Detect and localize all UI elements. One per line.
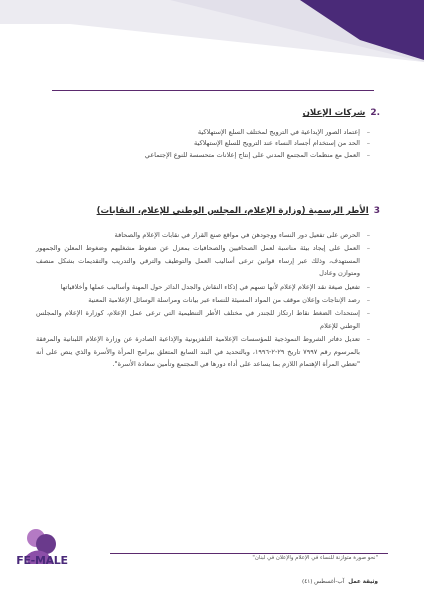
section-heading	[36, 108, 380, 118]
section-advertising-companies	[36, 108, 380, 161]
list-item: – رصد الإنتاجات وإعلان موقف من المواد المسيئة للنساء عبر بيانات ومراسلة الوسائل الإعلامية المعنية	[36, 294, 370, 306]
section-number: 3	[373, 205, 380, 216]
section-number: .2	[370, 108, 380, 118]
page-footer	[302, 579, 378, 585]
list-item: – إعتماد الصور الإبداعية في الترويج لمختلف السلع الإستهلاكية	[36, 127, 370, 138]
list-item: – تعديل دفاتر الشروط النموذجية للمؤسسات الإعلامية التلفزيونية والإذاعية الصادرة عن وزارة الإعلام اللبنانية والمرفقة بالمرسوم رقم ٧٩٩٧ تاريخ ٢٩-٢-١٩٩٦، وبالتحديد في البند السابع المتعلق ببرامج المرأة والأسرة والذي ينص على أنه "تعطي المرأة الإهتمام اللازم بما يساعد على أداء دورها في المجتمع وتأمين سعادة الأسرة".	[36, 333, 370, 370]
list-item: – الحرص على تفعيل دور النساء ووجودهن في مواقع صنع القرار في نقابات الإعلام والصحافة	[36, 229, 370, 241]
corner-decoration	[0, 0, 424, 70]
footer-date: آب-أغسطس (٤١)	[302, 579, 345, 585]
top-divider	[52, 90, 374, 91]
list-item: – العمل على إيجاد بيئة مناسبة لعمل الصحافيين والصحافيات بمعزل عن ضغوط مشغليهم وضغوط المعلن والجمهور المستهدف، وذلك عبر إرساء قوانين ترعى أساليب العمل والتوظيف والترقي والتدريب والتقديمات بشكل منصف ومتوازن وعادل	[36, 242, 370, 279]
page-body	[36, 100, 380, 371]
section-title: شركات الإعلان	[302, 108, 366, 118]
section-official-frameworks	[36, 206, 380, 370]
list-item: – تفعيل صيغة نقد الإعلام لإعلام لأنها تسهم في إذكاء النقاش والجدل الدائر حول المهنة وأساليب عملها وأخلاقياتها	[36, 281, 370, 293]
list-item: – العمل مع منظمات المجتمع المدني على إنتاج إعلانات متحسسة للنوع الإجتماعي	[36, 150, 370, 161]
document-label: وثيقة عمل	[348, 579, 378, 585]
footer-divider	[110, 553, 388, 554]
section-title: الأطر الرسمية (وزارة الإعلام، المجلس الوطني للإعلام، النقابات)	[96, 205, 369, 216]
bullet-list	[36, 229, 380, 370]
fe-male-logo	[14, 524, 70, 584]
section-heading	[36, 206, 380, 216]
footnote: "نحو صورة متوازنة للنساء في الإعلام والإعلان في لبنان"	[252, 555, 378, 561]
list-item: – إستحداث الضغط نقاط ارتكاز للجندر في مختلف الأطر التنظيمية التي ترعى عمل الإعلام، كوزارة الإعلام والمجلس الوطني للإعلام	[36, 307, 370, 332]
bullet-list	[36, 127, 380, 161]
list-item: – الحد من إستخدام أجساد النساء عند الترويج للسلع الإستهلاكية	[36, 138, 370, 149]
logo-wordmark: FE-MALE	[16, 554, 68, 567]
